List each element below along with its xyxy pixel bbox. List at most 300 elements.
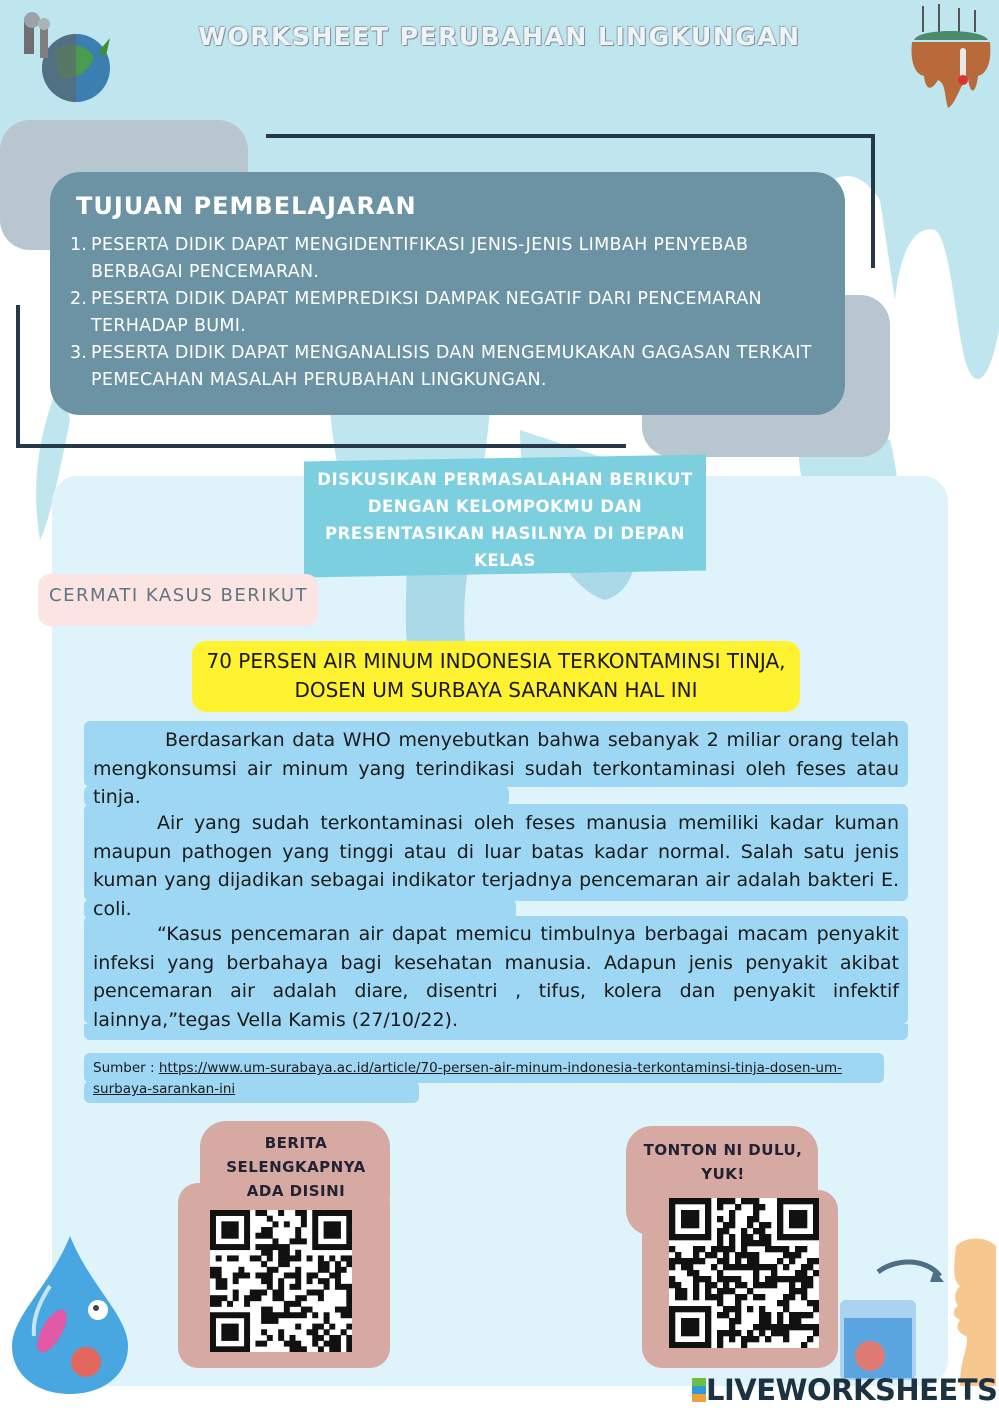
qr-module: [723, 1258, 729, 1264]
qr-module: [753, 1252, 759, 1258]
qr-module: [335, 1267, 341, 1273]
qr-module: [705, 1198, 711, 1204]
qr-module: [346, 1341, 352, 1347]
qr-module: [216, 1267, 222, 1273]
qr-module: [272, 1318, 278, 1324]
qr-module: [729, 1306, 735, 1312]
qr-module: [783, 1336, 789, 1342]
qr-module: [693, 1198, 699, 1204]
qr-module: [705, 1228, 711, 1234]
qr-module: [753, 1336, 759, 1342]
qr-module: [741, 1246, 747, 1252]
qr-module: [210, 1335, 216, 1341]
qr-module: [290, 1346, 296, 1352]
qr-module: [693, 1216, 699, 1222]
qr-module: [729, 1276, 735, 1282]
qr-module: [681, 1216, 687, 1222]
qr-module: [341, 1307, 347, 1313]
qr-module: [221, 1335, 227, 1341]
qr-module: [687, 1210, 693, 1216]
qr-module: [747, 1216, 753, 1222]
qr-module: [705, 1306, 711, 1312]
qr-module: [216, 1284, 222, 1290]
qr-module: [329, 1272, 335, 1278]
qr-module: [693, 1342, 699, 1348]
qr-module: [765, 1234, 771, 1240]
source-citation: [93, 1058, 893, 1100]
qr-module: [312, 1216, 318, 1222]
qr-module: [324, 1278, 330, 1284]
qr-module: [699, 1234, 705, 1240]
qr-module: [324, 1284, 330, 1290]
qr-module: [687, 1198, 693, 1204]
qr-module: [711, 1282, 717, 1288]
qr-module: [272, 1238, 278, 1244]
qr-module: [221, 1284, 227, 1290]
qr-module: [771, 1270, 777, 1276]
qr-module: [221, 1221, 227, 1227]
qr-module: [789, 1258, 795, 1264]
qr-module: [278, 1278, 284, 1284]
water-drop-bacteria-icon: [10, 1236, 130, 1396]
qr-module: [765, 1240, 771, 1246]
qr-module: [741, 1198, 747, 1204]
qr-module: [717, 1312, 723, 1318]
qr-module: [346, 1238, 352, 1244]
qr-module: [244, 1216, 250, 1222]
qr-module: [807, 1234, 813, 1240]
qr-module: [261, 1250, 267, 1256]
qr-module: [747, 1288, 753, 1294]
qr-module: [233, 1335, 239, 1341]
qr-module: [777, 1210, 783, 1216]
qr-module: [221, 1329, 227, 1335]
qr-module: [346, 1346, 352, 1352]
qr-module: [278, 1290, 284, 1296]
qr-module: [735, 1300, 741, 1306]
qr-module: [813, 1228, 819, 1234]
qr-module: [765, 1246, 771, 1252]
qr-module: [705, 1324, 711, 1330]
qr-module: [783, 1264, 789, 1270]
learning-goal-text: PESERTA DIDIK DAPAT MEMPREDIKSI DAMPAK NEGATIF DARI PENCEMARAN TERHADAP BUMI.: [91, 289, 762, 336]
qr-module: [295, 1272, 301, 1278]
qr-module: [789, 1222, 795, 1228]
qr-module: [693, 1330, 699, 1336]
qr-module: [669, 1198, 675, 1204]
qr-module: [335, 1221, 341, 1227]
qr-module: [324, 1227, 330, 1233]
qr-module: [278, 1284, 284, 1290]
qr-module: [801, 1246, 807, 1252]
qr-module: [341, 1267, 347, 1273]
qr-module: [705, 1204, 711, 1210]
qr-module: [295, 1295, 301, 1301]
qr-module: [238, 1244, 244, 1250]
qr-module: [741, 1336, 747, 1342]
qr-module: [717, 1342, 723, 1348]
qr-module: [227, 1346, 233, 1352]
qr-module: [687, 1234, 693, 1240]
qr-module: [675, 1282, 681, 1288]
qr-module: [783, 1300, 789, 1306]
qr-module: [801, 1276, 807, 1282]
qr-module: [227, 1227, 233, 1233]
qr-module: [669, 1234, 675, 1240]
qr-module: [324, 1233, 330, 1239]
qr-module: [210, 1324, 216, 1330]
qr-module: [233, 1233, 239, 1239]
qr-module: [261, 1290, 267, 1296]
qr-module: [335, 1335, 341, 1341]
qr-module: [681, 1222, 687, 1228]
qr-module: [807, 1264, 813, 1270]
qr-module: [210, 1227, 216, 1233]
qr-module: [771, 1282, 777, 1288]
qr-module: [210, 1221, 216, 1227]
qr-module: [210, 1233, 216, 1239]
qr-module: [346, 1233, 352, 1239]
qr-module: [777, 1246, 783, 1252]
qr-module: [210, 1216, 216, 1222]
qr-module: [221, 1312, 227, 1318]
qr-module: [272, 1244, 278, 1250]
qr-module: [210, 1210, 216, 1216]
qr-module: [777, 1204, 783, 1210]
qr-module: [759, 1234, 765, 1240]
qr-module: [735, 1276, 741, 1282]
qr-module: [278, 1312, 284, 1318]
qr-module: [284, 1221, 290, 1227]
page-title: WORKSHEET PERUBAHAN LINGKUNGAN: [198, 22, 801, 51]
qr-module: [290, 1335, 296, 1341]
learning-goal-number: 3.: [70, 343, 88, 363]
qr-module: [210, 1295, 216, 1301]
qr-module: [687, 1270, 693, 1276]
qr-module: [346, 1216, 352, 1222]
qr-module: [301, 1238, 307, 1244]
qr-module: [238, 1267, 244, 1273]
qr-module: [255, 1244, 261, 1250]
qr-module: [244, 1341, 250, 1347]
qr-module: [346, 1290, 352, 1296]
case-label-text: CERMATI KASUS BERIKUT: [49, 585, 308, 606]
qr-module: [729, 1216, 735, 1222]
qr-module: [250, 1255, 256, 1261]
qr-module: [735, 1312, 741, 1318]
qr-module: [753, 1276, 759, 1282]
qr-module: [807, 1324, 813, 1330]
qr-module: [801, 1282, 807, 1288]
qr-module: [789, 1234, 795, 1240]
qr-module: [221, 1346, 227, 1352]
qr-module: [267, 1250, 273, 1256]
qr-module: [335, 1261, 341, 1267]
qr-module: [284, 1341, 290, 1347]
qr-module: [729, 1318, 735, 1324]
qr-module: [312, 1233, 318, 1239]
qr-module: [267, 1267, 273, 1273]
qr-module: [341, 1312, 347, 1318]
qr-module: [255, 1233, 261, 1239]
qr-module: [747, 1264, 753, 1270]
qr-module: [244, 1272, 250, 1278]
qr-module: [324, 1261, 330, 1267]
qr-module: [216, 1278, 222, 1284]
qr-module: [735, 1252, 741, 1258]
qr-module: [335, 1284, 341, 1290]
qr-module: [675, 1294, 681, 1300]
qr-module: [705, 1252, 711, 1258]
video-card-label: TONTON NI DULU, YUK!: [643, 1141, 803, 1183]
qr-module: [699, 1276, 705, 1282]
qr-module: [795, 1312, 801, 1318]
qr-module: [221, 1278, 227, 1284]
qr-module: [723, 1252, 729, 1258]
article-paragraph: “Kasus pencemaran air dapat memicu timbulnya berbagai macam penyakit infeksi yang berbahaya bagi kesehatan manusia. Adapun jenis penyakit akibat pencemaran air adalah diare, disentri , tifus, kolera dan penyakit infektif lainnya,”tegas Vella Kamis (27/10/22).: [93, 923, 899, 1031]
qr-module: [267, 1227, 273, 1233]
qr-module: [255, 1295, 261, 1301]
qr-module: [705, 1342, 711, 1348]
liveworksheets-logo: [692, 1373, 997, 1407]
qr-module: [272, 1290, 278, 1296]
qr-module: [307, 1329, 313, 1335]
qr-module: [735, 1318, 741, 1324]
qr-module: [693, 1288, 699, 1294]
qr-module: [295, 1346, 301, 1352]
qr-module: [717, 1216, 723, 1222]
qr-module: [210, 1238, 216, 1244]
qr-module: [301, 1295, 307, 1301]
qr-module: [329, 1324, 335, 1330]
qr-module: [244, 1295, 250, 1301]
qr-module: [238, 1346, 244, 1352]
qr-module: [278, 1261, 284, 1267]
qr-module: [699, 1342, 705, 1348]
qr-module: [669, 1330, 675, 1336]
qr-module: [753, 1228, 759, 1234]
qr-module: [295, 1278, 301, 1284]
qr-module: [290, 1301, 296, 1307]
qr-module: [771, 1246, 777, 1252]
qr-module: [335, 1210, 341, 1216]
qr-module: [261, 1244, 267, 1250]
qr-module: [789, 1324, 795, 1330]
qr-module: [295, 1312, 301, 1318]
qr-module: [318, 1335, 324, 1341]
qr-module: [250, 1295, 256, 1301]
qr-module: [801, 1264, 807, 1270]
qr-module: [675, 1258, 681, 1264]
qr-module: [753, 1204, 759, 1210]
qr-module: [807, 1276, 813, 1282]
qr-module: [669, 1324, 675, 1330]
qr-module: [335, 1341, 341, 1347]
qr-module: [216, 1295, 222, 1301]
qr-module: [741, 1342, 747, 1348]
qr-module: [221, 1295, 227, 1301]
qr-module: [681, 1306, 687, 1312]
qr-module: [783, 1294, 789, 1300]
qr-module: [312, 1244, 318, 1250]
learning-goal-text: PESERTA DIDIK DAPAT MENGIDENTIFIKASI JENIS-JENIS LIMBAH PENYEBAB BERBAGAI PENCEMARAN.: [91, 235, 749, 282]
qr-module: [759, 1282, 765, 1288]
qr-module: [295, 1267, 301, 1273]
qr-module: [307, 1278, 313, 1284]
qr-module: [341, 1244, 347, 1250]
qr-module: [723, 1330, 729, 1336]
qr-module: [753, 1264, 759, 1270]
learning-goals-box: [50, 172, 845, 415]
qr-module: [759, 1324, 765, 1330]
qr-module: [307, 1255, 313, 1261]
qr-module: [301, 1216, 307, 1222]
qr-module: [753, 1282, 759, 1288]
qr-module: [777, 1276, 783, 1282]
qr-module: [717, 1228, 723, 1234]
qr-module: [783, 1306, 789, 1312]
qr-module: [753, 1216, 759, 1222]
qr-module: [675, 1252, 681, 1258]
qr-module: [735, 1294, 741, 1300]
qr-module: [675, 1342, 681, 1348]
qr-module: [210, 1272, 216, 1278]
qr-module: [681, 1234, 687, 1240]
qr-module: [295, 1301, 301, 1307]
qr-module: [717, 1336, 723, 1342]
qr-module: [759, 1306, 765, 1312]
qr-module: [777, 1198, 783, 1204]
qr-module: [669, 1216, 675, 1222]
qr-module: [244, 1301, 250, 1307]
qr-module: [807, 1312, 813, 1318]
qr-module: [307, 1290, 313, 1296]
qr-module: [341, 1284, 347, 1290]
qr-module: [295, 1250, 301, 1256]
qr-module: [324, 1210, 330, 1216]
qr-module: [681, 1342, 687, 1348]
learning-goal-text: PESERTA DIDIK DAPAT MENGANALISIS DAN MENGEMUKAKAN GAGASAN TERKAIT PEMECAHAN MASALAH PERUBAHAN LINGKUNGAN.: [91, 343, 812, 390]
qr-module: [789, 1210, 795, 1216]
qr-module: [233, 1244, 239, 1250]
qr-module: [329, 1335, 335, 1341]
qr-module: [723, 1264, 729, 1270]
qr-module: [295, 1255, 301, 1261]
qr-module: [813, 1330, 819, 1336]
qr-module: [284, 1244, 290, 1250]
qr-module: [295, 1284, 301, 1290]
qr-module: [312, 1335, 318, 1341]
qr-module: [729, 1210, 735, 1216]
qr-module: [807, 1198, 813, 1204]
qr-module: [783, 1246, 789, 1252]
qr-module: [795, 1318, 801, 1324]
qr-module: [693, 1270, 699, 1276]
learning-goal-number: 2.: [70, 289, 88, 309]
qr-module: [771, 1324, 777, 1330]
qr-module: [261, 1318, 267, 1324]
qr-module: [278, 1250, 284, 1256]
qr-module: [705, 1312, 711, 1318]
qr-module: [669, 1210, 675, 1216]
qr-module: [329, 1346, 335, 1352]
qr-module: [221, 1210, 227, 1216]
qr-module: [699, 1198, 705, 1204]
qr-module: [341, 1329, 347, 1335]
qr-module: [221, 1227, 227, 1233]
qr-module: [244, 1244, 250, 1250]
qr-module: [729, 1330, 735, 1336]
video-qr-code[interactable]: [669, 1198, 819, 1348]
qr-module: [267, 1255, 273, 1261]
qr-module: [693, 1294, 699, 1300]
qr-module: [789, 1288, 795, 1294]
qr-module: [693, 1318, 699, 1324]
qr-module: [741, 1252, 747, 1258]
qr-module: [335, 1272, 341, 1278]
qr-module: [693, 1222, 699, 1228]
article-paragraph: Berdasarkan data WHO menyebutkan bahwa sebanyak 2 miliar orang telah mengkonsumsi air minum yang terindikasi sudah terkontaminasi oleh feses atau tinja.: [93, 729, 899, 808]
qr-module: [723, 1222, 729, 1228]
qr-module: [687, 1222, 693, 1228]
qr-module: [210, 1267, 216, 1273]
qr-module: [295, 1238, 301, 1244]
news-card-label: BERITA SELENGKAPNYA ADA DISINI: [226, 1134, 366, 1200]
qr-module: [318, 1278, 324, 1284]
qr-module: [693, 1306, 699, 1312]
qr-module: [753, 1210, 759, 1216]
qr-module: [687, 1324, 693, 1330]
qr-module: [717, 1198, 723, 1204]
qr-module: [295, 1341, 301, 1347]
qr-module: [747, 1306, 753, 1312]
qr-module: [233, 1221, 239, 1227]
qr-module: [669, 1318, 675, 1324]
qr-module: [335, 1307, 341, 1313]
qr-module: [272, 1295, 278, 1301]
qr-module: [238, 1312, 244, 1318]
learning-goal-item: [70, 340, 840, 394]
qr-module: [711, 1246, 717, 1252]
qr-module: [312, 1324, 318, 1330]
qr-module: [216, 1346, 222, 1352]
qr-module: [741, 1234, 747, 1240]
qr-module: [789, 1312, 795, 1318]
qr-module: [735, 1330, 741, 1336]
qr-module: [813, 1222, 819, 1228]
qr-module: [284, 1307, 290, 1313]
qr-module: [210, 1341, 216, 1347]
qr-module: [777, 1216, 783, 1222]
qr-module: [747, 1336, 753, 1342]
qr-module: [795, 1216, 801, 1222]
qr-module: [723, 1312, 729, 1318]
qr-module: [729, 1222, 735, 1228]
qr-module: [783, 1252, 789, 1258]
qr-module: [765, 1318, 771, 1324]
qr-module: [324, 1244, 330, 1250]
news-qr-code[interactable]: [210, 1210, 352, 1352]
qr-module: [813, 1258, 819, 1264]
qr-module: [759, 1312, 765, 1318]
qr-module: [221, 1233, 227, 1239]
qr-module: [227, 1210, 233, 1216]
qr-module: [699, 1258, 705, 1264]
qr-module: [681, 1264, 687, 1270]
qr-module: [759, 1228, 765, 1234]
qr-module: [717, 1234, 723, 1240]
source-link[interactable]: https://www.um-surabaya.ac.id/article/70-persen-air-minum-indonesia-terkontaminsi-tinja-dosen-um-surbaya-sarankan-ini: [93, 1060, 842, 1097]
